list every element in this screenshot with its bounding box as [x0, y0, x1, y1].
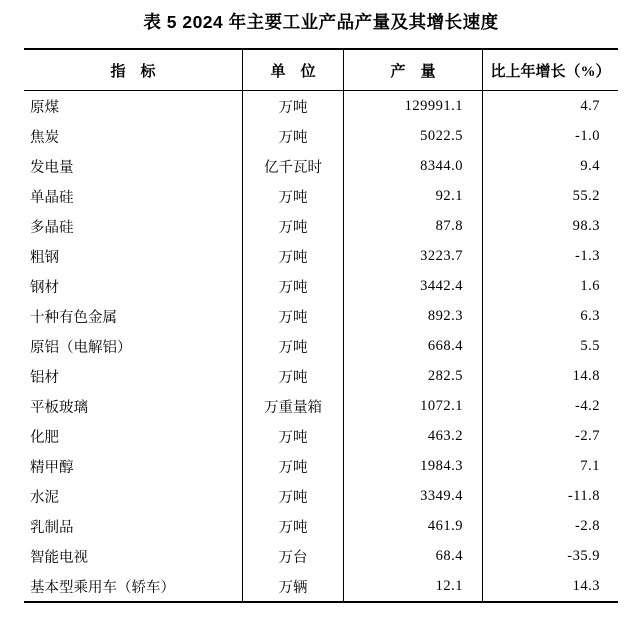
column-header-unit: 单 位: [242, 50, 343, 90]
indicator-cell: 原煤: [30, 99, 59, 116]
unit-cell: 万吨: [242, 511, 343, 541]
output-cell: 3442.4: [343, 271, 482, 301]
growth-cell: 14.8: [482, 361, 618, 391]
unit-cell: 万吨: [242, 211, 343, 241]
unit-cell: 万吨: [242, 421, 343, 451]
unit-cell: 万台: [242, 541, 343, 571]
growth-cell: 14.3: [482, 571, 618, 601]
output-cell: 68.4: [343, 541, 482, 571]
output-cell: 892.3: [343, 301, 482, 331]
indicator-cell: 多晶硅: [30, 219, 74, 236]
output-cell: 87.8: [343, 211, 482, 241]
output-cell: 282.5: [343, 361, 482, 391]
unit-cell: 万吨: [242, 181, 343, 211]
table-row: [24, 121, 618, 151]
table-title: 表 5 2024 年主要工业产品产量及其增长速度: [143, 12, 499, 32]
output-cell: 463.2: [343, 421, 482, 451]
indicator-cell: 水泥: [30, 489, 59, 506]
output-cell: 1984.3: [343, 451, 482, 481]
unit-cell: 万吨: [242, 301, 343, 331]
table-row: [24, 151, 618, 181]
table-row: [24, 361, 618, 391]
growth-cell: 7.1: [482, 451, 618, 481]
unit-cell: 万吨: [242, 451, 343, 481]
growth-cell: 9.4: [482, 151, 618, 181]
unit-cell: 万吨: [242, 361, 343, 391]
growth-cell: -1.0: [482, 121, 618, 151]
unit-cell: 万重量箱: [242, 391, 343, 421]
table-row: [24, 541, 618, 571]
column-header-growth: 比上年增长（%）: [482, 50, 618, 90]
unit-cell: 万吨: [242, 91, 343, 121]
unit-cell: 万吨: [242, 271, 343, 301]
growth-cell: -11.8: [482, 481, 618, 511]
table-body: [24, 91, 618, 601]
indicator-cell: 粗钢: [30, 249, 59, 266]
table-header-row: [24, 50, 618, 91]
unit-cell: 亿千瓦时: [242, 151, 343, 181]
output-cell: 12.1: [343, 571, 482, 601]
output-cell: 668.4: [343, 331, 482, 361]
indicator-cell: 平板玻璃: [30, 399, 88, 416]
growth-cell: 5.5: [482, 331, 618, 361]
growth-cell: 55.2: [482, 181, 618, 211]
output-cell: 129991.1: [343, 91, 482, 121]
table-row: [24, 91, 618, 121]
output-cell: 8344.0: [343, 151, 482, 181]
output-cell: 3349.4: [343, 481, 482, 511]
table-row: [24, 571, 618, 601]
indicator-cell: 化肥: [30, 429, 59, 446]
table-row: [24, 421, 618, 451]
output-cell: 1072.1: [343, 391, 482, 421]
growth-cell: 1.6: [482, 271, 618, 301]
table-row: [24, 241, 618, 271]
indicator-cell: 钢材: [30, 279, 59, 296]
indicator-cell: 基本型乘用车（轿车）: [30, 579, 175, 596]
table-row: [24, 181, 618, 211]
growth-cell: -2.8: [482, 511, 618, 541]
unit-cell: 万吨: [242, 241, 343, 271]
indicator-cell: 精甲醇: [30, 459, 74, 476]
indicator-cell: 焦炭: [30, 129, 59, 146]
growth-cell: -35.9: [482, 541, 618, 571]
output-cell: 5022.5: [343, 121, 482, 151]
growth-cell: 4.7: [482, 91, 618, 121]
indicator-cell: 原铝（电解铝）: [30, 339, 132, 356]
table-row: [24, 451, 618, 481]
growth-cell: -4.2: [482, 391, 618, 421]
output-cell: 461.9: [343, 511, 482, 541]
unit-cell: 万吨: [242, 481, 343, 511]
unit-cell: 万辆: [242, 571, 343, 601]
table-row: [24, 301, 618, 331]
growth-cell: -2.7: [482, 421, 618, 451]
industrial-output-table: [24, 48, 618, 603]
table-row: [24, 211, 618, 241]
output-cell: 92.1: [343, 181, 482, 211]
indicator-cell: 乳制品: [30, 519, 74, 536]
growth-cell: 98.3: [482, 211, 618, 241]
unit-cell: 万吨: [242, 331, 343, 361]
table-row: [24, 481, 618, 511]
table-row: [24, 271, 618, 301]
unit-cell: 万吨: [242, 121, 343, 151]
output-cell: 3223.7: [343, 241, 482, 271]
indicator-cell: 十种有色金属: [30, 309, 117, 326]
indicator-cell: 单晶硅: [30, 189, 74, 206]
indicator-cell: 铝材: [30, 369, 59, 386]
growth-cell: 6.3: [482, 301, 618, 331]
indicator-cell: 智能电视: [30, 549, 88, 566]
column-header-indicator: 指 标: [110, 63, 156, 80]
table-row: [24, 511, 618, 541]
column-header-output: 产 量: [343, 50, 482, 90]
table-row: [24, 391, 618, 421]
indicator-cell: 发电量: [30, 159, 74, 176]
table-row: [24, 331, 618, 361]
growth-cell: -1.3: [482, 241, 618, 271]
